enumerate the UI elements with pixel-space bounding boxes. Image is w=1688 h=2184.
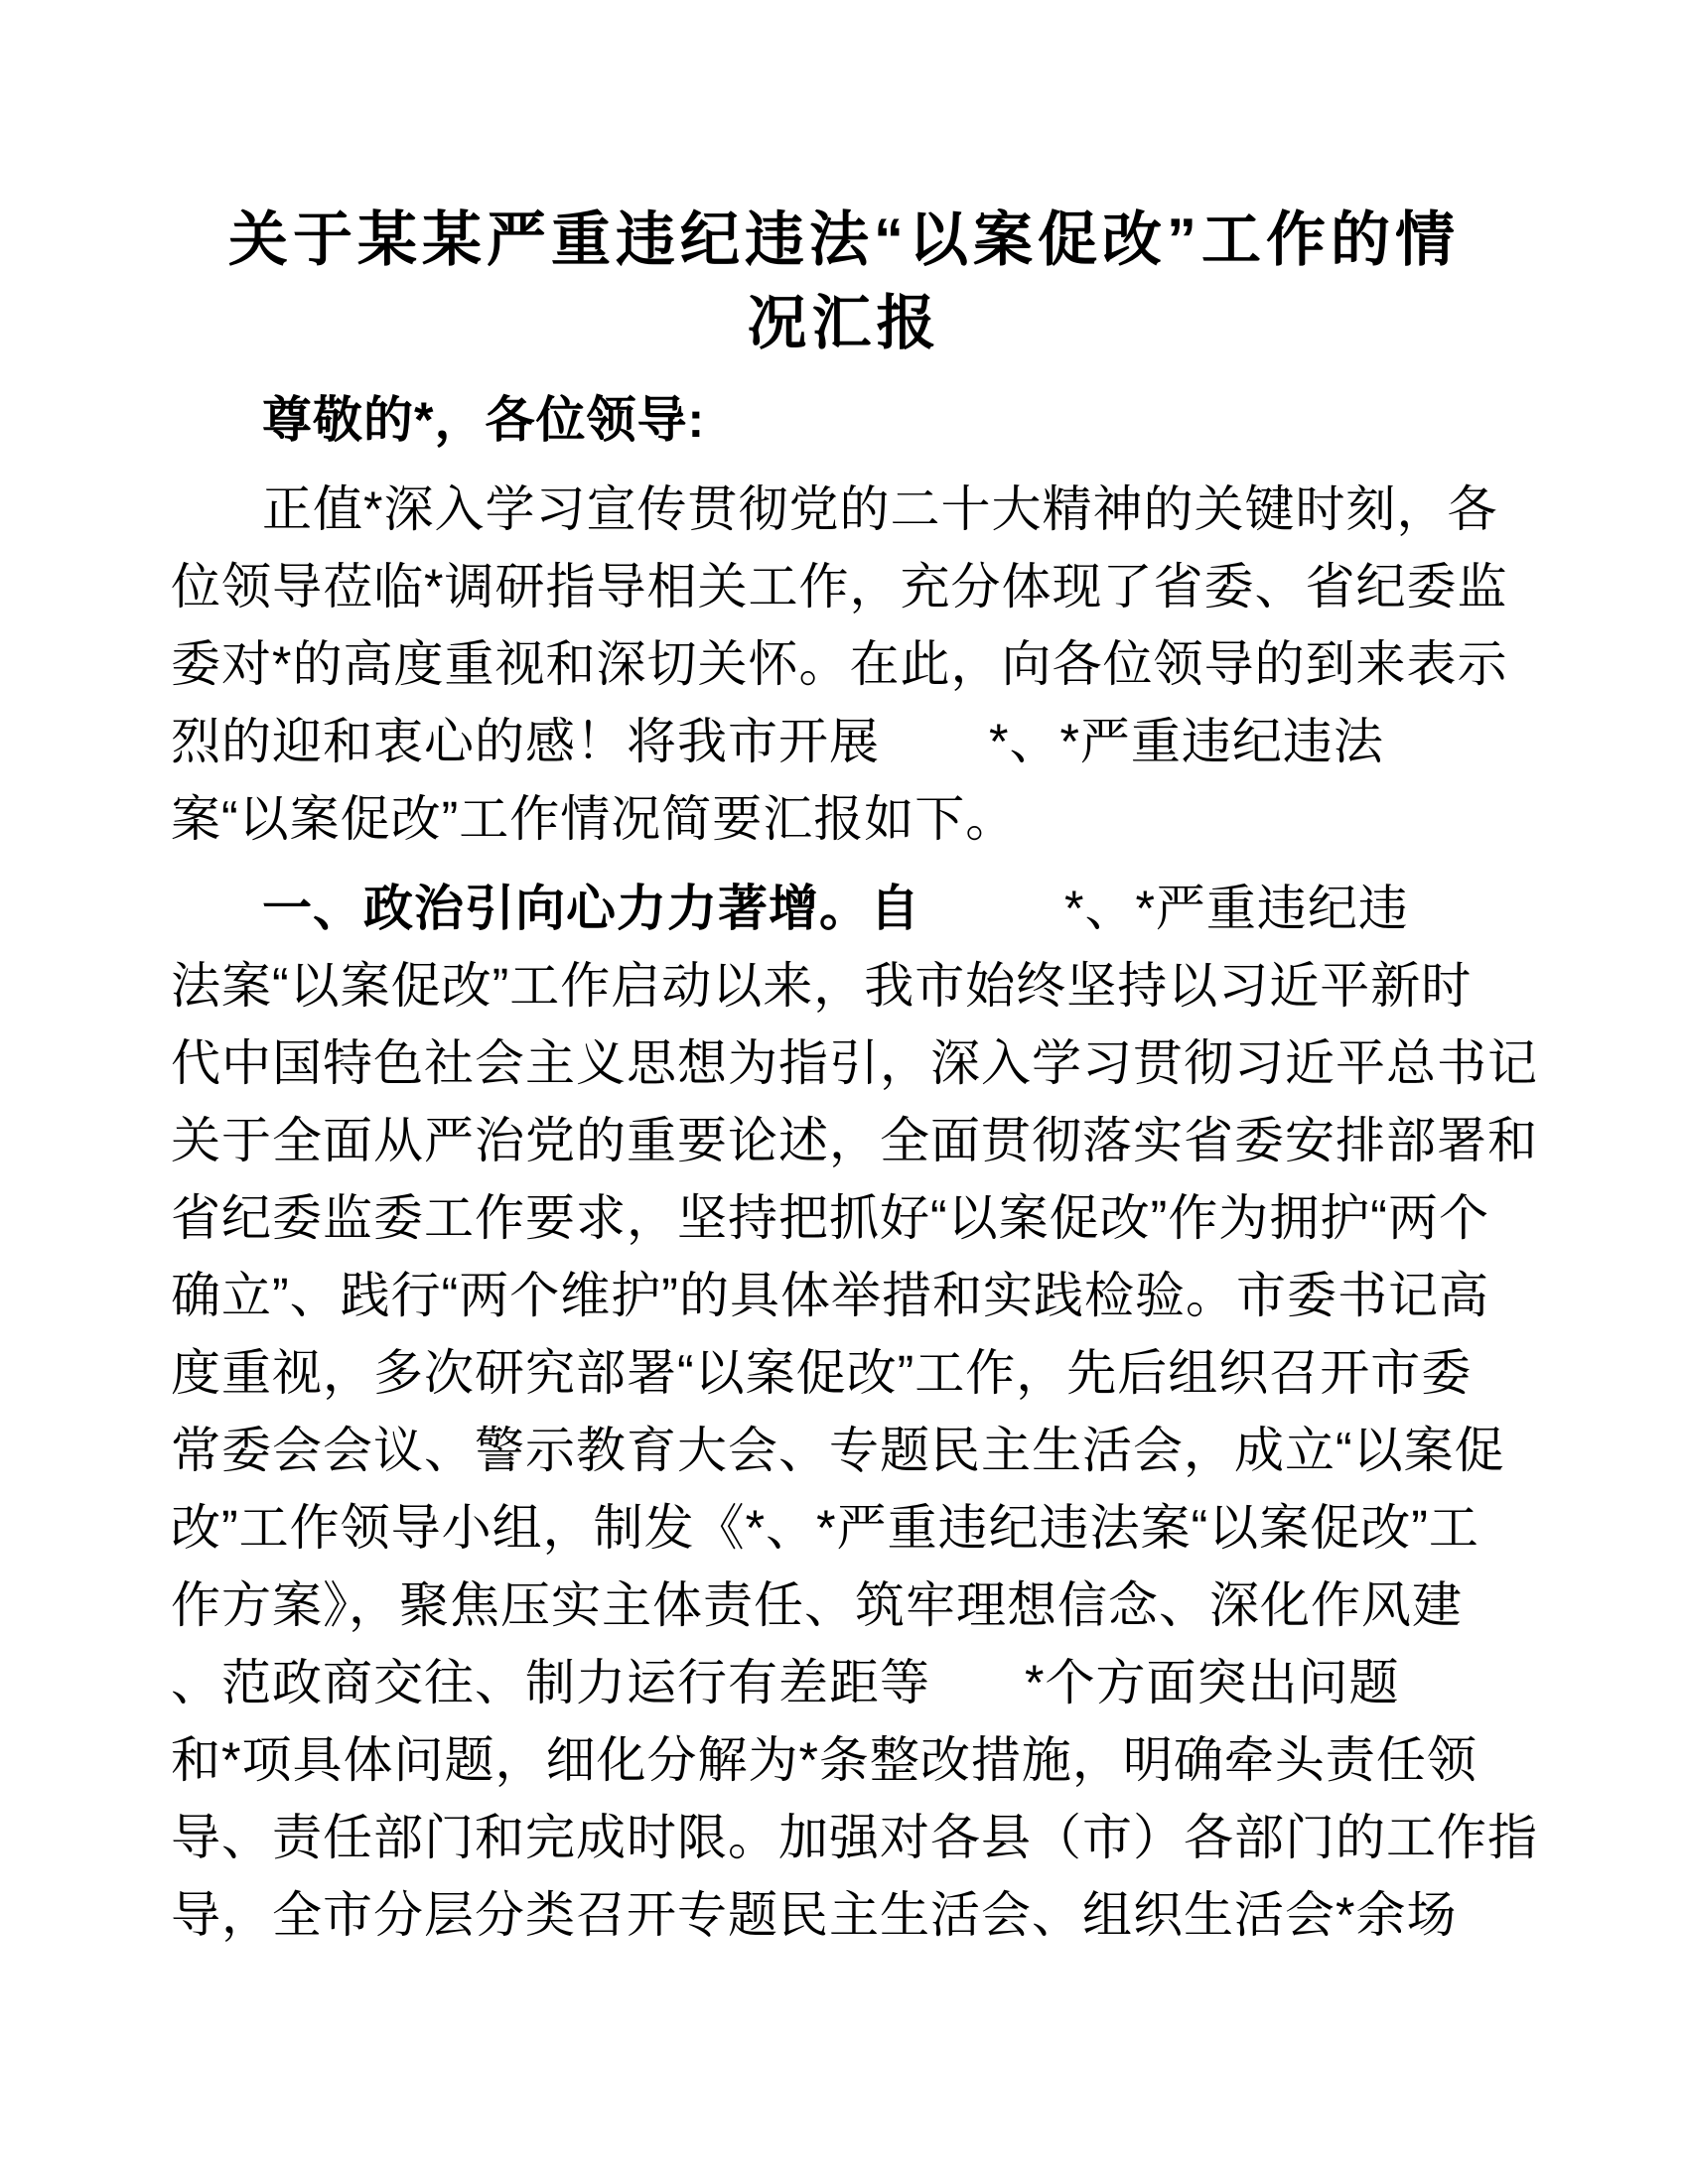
body-line	[171, 1412, 1517, 1489]
body-line	[171, 548, 1517, 625]
body-line	[171, 1334, 1517, 1412]
redacted-gap	[920, 924, 1064, 925]
body-line	[171, 1102, 1538, 1179]
body-text: *、*严重违纪违	[1064, 881, 1409, 936]
emphasis-text: 尊敬的*，各位领导:	[262, 392, 706, 448]
redacted-gap	[880, 757, 989, 758]
document-title-line-1: 关于某某严重违纪违法“以案促改”工作的情	[228, 206, 1460, 273]
section-heading-line	[171, 870, 1517, 947]
body-line	[171, 1179, 1517, 1257]
body-text: 度重视，多次研究部署“以案促改”工作，先后组织召开市委	[171, 1345, 1473, 1401]
body-text: 委对*的高度重视和深切关怀。在此，向各位领导的到来表示	[171, 636, 1508, 692]
body-text: 烈的迎和衷心的感！将我市开展	[171, 714, 880, 769]
body-text: 导、责任部门和完成时限。加强对各县（市）各部门的工作指	[171, 1810, 1538, 1865]
body-line	[171, 947, 1517, 1024]
body-text: 省纪委监委工作要求，坚持把抓好“以案促改”作为拥护“两个	[171, 1190, 1489, 1246]
body-text: 常委会会议、警示教育大会、专题民主生活会，成立“以案促	[171, 1423, 1505, 1478]
body-text: 关于全面从严治党的重要论述，全面贯彻落实省委安排部署和	[171, 1113, 1538, 1168]
body-text: 位领导莅临*调研指导相关工作，充分体现了省委、省纪委监	[171, 559, 1508, 614]
body-line	[171, 1489, 1517, 1567]
body-text: 代中国特色社会主义思想为指引，深入学习贯彻习近平总书记	[171, 1035, 1538, 1091]
body-text: 作方案》，聚焦压实主体责任、筑牢理想信念、深化作风建	[171, 1577, 1463, 1633]
body-text: 法案“以案促改”工作启动以来，我市始终坚持以习近平新时	[171, 958, 1473, 1014]
body-line	[171, 1024, 1538, 1102]
greeting-line	[171, 381, 1517, 459]
body-text: 改”工作领导小组，制发《*、*严重违纪违法案“以案促改”工	[171, 1500, 1479, 1556]
body-line	[171, 1644, 1517, 1721]
document-title-line-2: 况汇报	[747, 290, 941, 356]
body-line	[171, 1799, 1538, 1876]
redacted-gap	[930, 1699, 1025, 1700]
body-text: 和*项具体问题，细化分解为*条整改措施，明确牵头责任领	[171, 1732, 1477, 1788]
body-text: *个方面突出问题	[1025, 1655, 1400, 1710]
body-text: 导，全市分层分类召开专题民主生活会、组织生活会*余场	[171, 1887, 1458, 1943]
body-line	[171, 1876, 1517, 1954]
body-text: *、*严重违纪违法	[989, 714, 1384, 769]
body-line	[171, 471, 1517, 548]
document-body	[171, 381, 1538, 1954]
body-line	[171, 1567, 1517, 1644]
body-text: 确立”、践行“两个维护”的具体举措和实践检验。市委书记高	[171, 1268, 1489, 1323]
body-line	[171, 625, 1517, 703]
body-text: 、范政商交往、制力运行有差距等	[171, 1655, 930, 1710]
body-text: 正值*深入学习宣传贯彻党的二十大精神的关键时刻，各	[262, 481, 1498, 537]
body-line	[171, 1721, 1517, 1799]
emphasis-text: 一、政治引向心力力著增。自	[262, 881, 920, 936]
body-line	[171, 780, 1517, 858]
body-line	[171, 703, 1517, 780]
body-line	[171, 1257, 1517, 1334]
body-text: 案“以案促改”工作情况简要汇报如下。	[171, 791, 1017, 847]
document-title	[171, 199, 1517, 365]
